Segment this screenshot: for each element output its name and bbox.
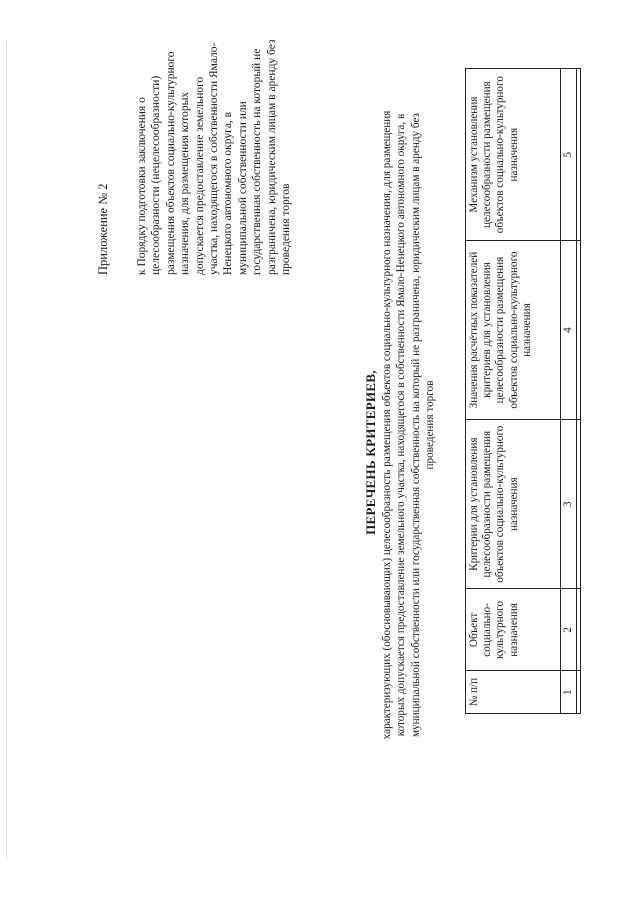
criteria-table bbox=[465, 68, 581, 714]
appendix-title: Приложение № 2 bbox=[96, 183, 110, 275]
document-subtitle: характеризующих (обосновывающих) целесообразность размещения объектов социально-культурного назначения, для размещения которых допускается предоставление земельного участка, находящегося в собственности Ямало-Ненецкого автономного округа, в муниципальной собственности или государственная собственность на который не разграничена, юридическим лицам в аренду без проведения торгов bbox=[381, 110, 436, 740]
column-number-2: 2 bbox=[561, 589, 577, 671]
table-empty-row bbox=[577, 69, 581, 714]
column-number-3: 3 bbox=[561, 419, 577, 589]
header-values: Значения расчётных показателей критериев для установления целесообразности размещения объектов социально-культурного назначения bbox=[466, 241, 561, 420]
column-number-1: 1 bbox=[561, 671, 577, 714]
header-mechanism: Механизм установления целесообразности размещения объектов социально-культурного назначения bbox=[466, 69, 561, 241]
table-cell bbox=[577, 241, 581, 420]
table-header-row bbox=[466, 69, 561, 714]
header-number: № п/п bbox=[466, 671, 561, 714]
table-numbering-row bbox=[561, 69, 577, 714]
column-number-5: 5 bbox=[561, 69, 577, 241]
table-cell bbox=[577, 419, 581, 589]
column-number-4: 4 bbox=[561, 241, 577, 420]
table-cell bbox=[577, 671, 581, 714]
table-cell bbox=[577, 69, 581, 241]
header-object: Объект социально-культурного назначения bbox=[466, 589, 561, 671]
table-cell bbox=[577, 589, 581, 671]
appendix-text: к Порядку подготовки заключения о целесообразности (нецелесообразности) размещения объектов социально-культурного назначения, для размещения которых допускается предоставление земельного участка, находящегося в собственности Ямало-Ненецкого автономного округа, в муниципальной собственности или государственная собственность на который не разграничена, юридическим лицам в аренду без проведения торгов bbox=[136, 39, 293, 275]
document-title: ПЕРЕЧЕНЬ КРИТЕРИЕВ, bbox=[363, 370, 378, 535]
header-criteria: Критерии для установления целесообразности размещения объектов социально-культурного назначения bbox=[466, 419, 561, 589]
